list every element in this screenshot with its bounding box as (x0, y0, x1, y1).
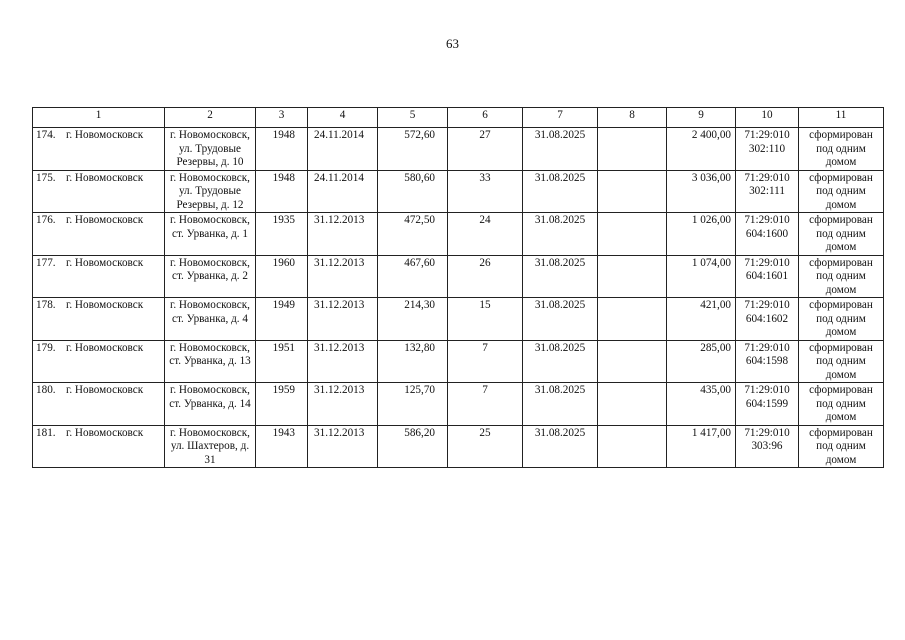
deadline-cell: 31.08.2025 (523, 425, 598, 468)
row-index: 175. (36, 171, 56, 184)
date-cell: 31.12.2013 (308, 213, 378, 256)
address-cell: г. Новомосковск, ул. Трудовые Резервы, д. 12 (165, 170, 256, 213)
row-label-cell (33, 213, 165, 256)
table-row (33, 298, 884, 341)
year-cell: 1949 (256, 298, 308, 341)
column-header: 1 (33, 108, 165, 128)
address-cell: г. Новомосковск, ст. Урванка, д. 1 (165, 213, 256, 256)
year-cell: 1959 (256, 383, 308, 426)
date-cell: 24.11.2014 (308, 170, 378, 213)
year-cell: 1935 (256, 213, 308, 256)
status-cell: сформирован под одним домом (799, 425, 884, 468)
year-cell: 1960 (256, 255, 308, 298)
row-label-cell (33, 340, 165, 383)
count-cell: 24 (448, 213, 523, 256)
column-header: 5 (378, 108, 448, 128)
table-row (33, 340, 884, 383)
count-cell: 33 (448, 170, 523, 213)
empty-cell (598, 170, 667, 213)
count-cell: 25 (448, 425, 523, 468)
date-cell: 24.11.2014 (308, 128, 378, 171)
page-number: 63 (446, 36, 459, 51)
cadastral-number-cell: 71:29:010 604:1601 (736, 255, 799, 298)
deadline-cell: 31.08.2025 (523, 383, 598, 426)
city-name: г. Новомосковск (66, 426, 144, 439)
cadastral-number-cell: 71:29:010 302:111 (736, 170, 799, 213)
city-name: г. Новомосковск (66, 129, 144, 141)
cadastral-number-cell: 71:29:010 303:96 (736, 425, 799, 468)
column-header: 3 (256, 108, 308, 128)
address-cell: г. Новомосковск, ул. Шахтеров, д. 31 (165, 425, 256, 468)
row-label-cell (33, 255, 165, 298)
row-index: 180. (36, 384, 56, 396)
area-cell: 586,20 (378, 425, 448, 468)
row-index: 176. (36, 214, 56, 226)
status-cell: сформирован под одним домом (799, 170, 884, 213)
row-label-cell (33, 298, 165, 341)
cadastral-number-cell: 71:29:010 604:1598 (736, 340, 799, 383)
cadastral-number-cell: 71:29:010 302:110 (736, 128, 799, 171)
deadline-cell: 31.08.2025 (523, 213, 598, 256)
year-cell: 1948 (256, 128, 308, 171)
empty-cell (598, 128, 667, 171)
column-header: 4 (308, 108, 378, 128)
status-cell: сформирован под одним домом (799, 128, 884, 171)
column-header: 10 (736, 108, 799, 128)
column-header: 6 (448, 108, 523, 128)
status-cell: сформирован под одним домом (799, 255, 884, 298)
table-row (33, 128, 884, 171)
area-cell: 572,60 (378, 128, 448, 171)
deadline-cell: 31.08.2025 (523, 255, 598, 298)
status-cell: сформирован под одним домом (799, 298, 884, 341)
city-name: г. Новомосковск (66, 214, 144, 226)
area-cell: 125,70 (378, 383, 448, 426)
amount-cell: 435,00 (667, 383, 736, 426)
year-cell: 1948 (256, 170, 308, 213)
empty-cell (598, 255, 667, 298)
row-label-cell (33, 170, 165, 213)
table-row (33, 425, 884, 468)
table-row (33, 213, 884, 256)
area-cell: 214,30 (378, 298, 448, 341)
amount-cell: 2 400,00 (667, 128, 736, 171)
count-cell: 26 (448, 255, 523, 298)
count-cell: 7 (448, 340, 523, 383)
column-header: 8 (598, 108, 667, 128)
empty-cell (598, 425, 667, 468)
address-cell: г. Новомосковск, ул. Трудовые Резервы, д. 10 (165, 128, 256, 171)
address-cell: г. Новомосковск, ст. Урванка, д. 14 (165, 383, 256, 426)
area-cell: 580,60 (378, 170, 448, 213)
status-cell: сформирован под одним домом (799, 213, 884, 256)
column-header: 2 (165, 108, 256, 128)
count-cell: 27 (448, 128, 523, 171)
address-cell: г. Новомосковск, ст. Урванка, д. 4 (165, 298, 256, 341)
city-name: г. Новомосковск (66, 171, 144, 184)
amount-cell: 1 026,00 (667, 213, 736, 256)
cadastral-number-cell: 71:29:010 604:1602 (736, 298, 799, 341)
row-label-cell (33, 128, 165, 171)
count-cell: 15 (448, 298, 523, 341)
date-cell: 31.12.2013 (308, 340, 378, 383)
deadline-cell: 31.08.2025 (523, 170, 598, 213)
table-body (33, 128, 884, 468)
row-index: 177. (36, 256, 56, 269)
amount-cell: 421,00 (667, 298, 736, 341)
status-cell: сформирован под одним домом (799, 340, 884, 383)
table-row (33, 383, 884, 426)
column-header: 7 (523, 108, 598, 128)
empty-cell (598, 340, 667, 383)
date-cell: 31.12.2013 (308, 255, 378, 298)
city-name: г. Новомосковск (66, 299, 144, 311)
amount-cell: 1 074,00 (667, 255, 736, 298)
row-label-cell (33, 425, 165, 468)
row-index: 179. (36, 341, 56, 354)
empty-cell (598, 213, 667, 256)
year-cell: 1951 (256, 340, 308, 383)
city-name: г. Новомосковск (66, 341, 144, 354)
deadline-cell: 31.08.2025 (523, 298, 598, 341)
column-header: 11 (799, 108, 884, 128)
table-row (33, 255, 884, 298)
row-index: 181. (36, 426, 56, 439)
empty-cell (598, 298, 667, 341)
area-cell: 132,80 (378, 340, 448, 383)
cadastral-number-cell: 71:29:010 604:1599 (736, 383, 799, 426)
address-cell: г. Новомосковск, ст. Урванка, д. 2 (165, 255, 256, 298)
address-cell: г. Новомосковск, ст. Урванка, д. 13 (165, 340, 256, 383)
year-cell: 1943 (256, 425, 308, 468)
empty-cell (598, 383, 667, 426)
data-table (32, 107, 884, 468)
table-row (33, 170, 884, 213)
date-cell: 31.12.2013 (308, 425, 378, 468)
city-name: г. Новомосковск (66, 384, 144, 396)
row-label-cell (33, 383, 165, 426)
area-cell: 467,60 (378, 255, 448, 298)
city-name: г. Новомосковск (66, 256, 144, 269)
cadastral-number-cell: 71:29:010 604:1600 (736, 213, 799, 256)
column-header: 9 (667, 108, 736, 128)
area-cell: 472,50 (378, 213, 448, 256)
deadline-cell: 31.08.2025 (523, 340, 598, 383)
row-index: 174. (36, 129, 56, 141)
amount-cell: 1 417,00 (667, 425, 736, 468)
date-cell: 31.12.2013 (308, 383, 378, 426)
header-row (33, 108, 884, 128)
status-cell: сформирован под одним домом (799, 383, 884, 426)
row-index: 178. (36, 299, 56, 311)
date-cell: 31.12.2013 (308, 298, 378, 341)
count-cell: 7 (448, 383, 523, 426)
amount-cell: 285,00 (667, 340, 736, 383)
amount-cell: 3 036,00 (667, 170, 736, 213)
deadline-cell: 31.08.2025 (523, 128, 598, 171)
